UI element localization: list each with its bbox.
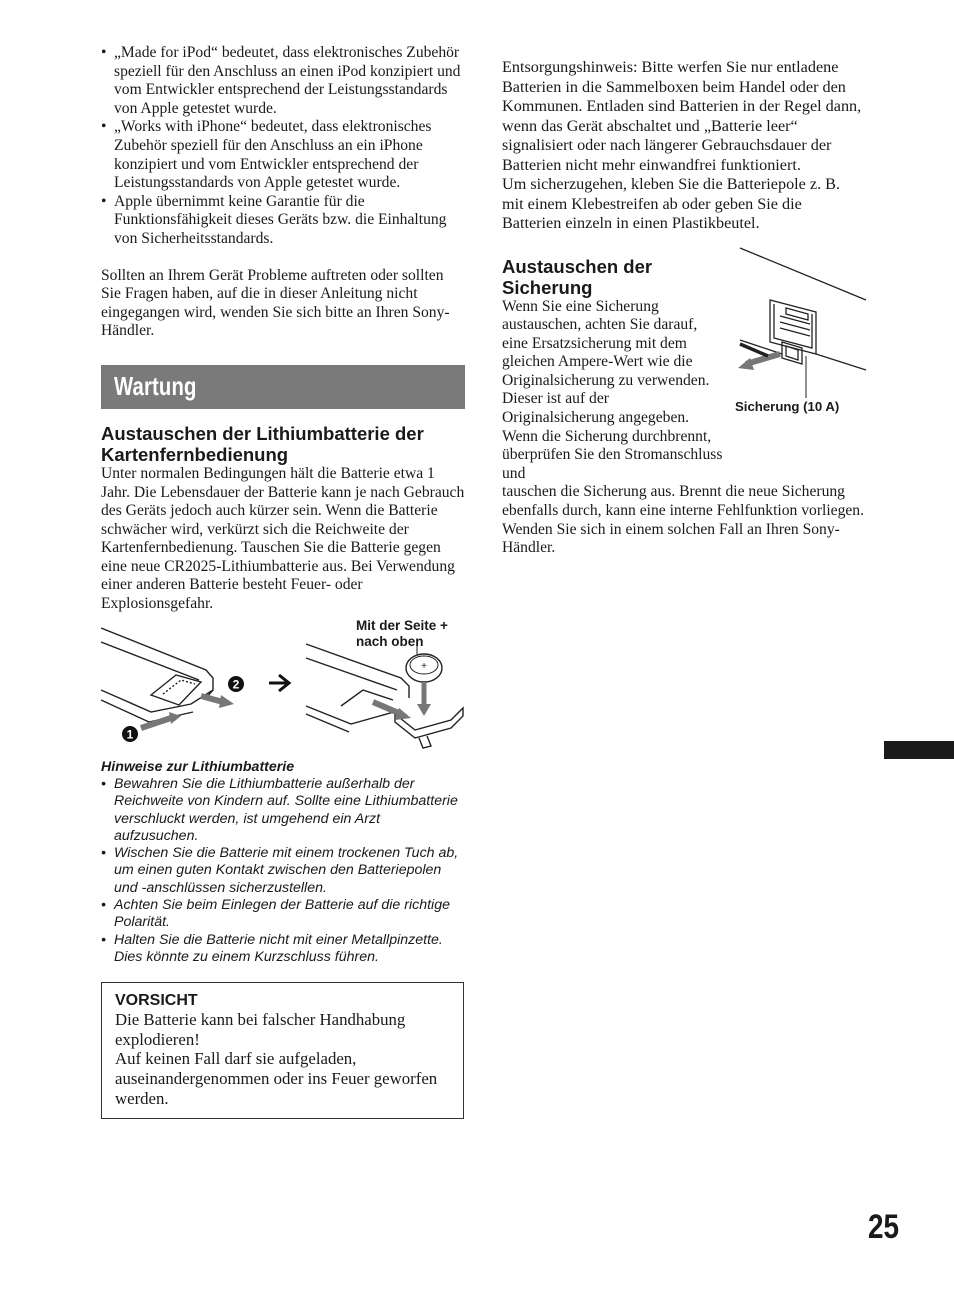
- notes-list: [101, 776, 465, 966]
- caution-line-1: Die Batterie kann bei falscher Handhabung explodieren!: [115, 1010, 406, 1049]
- disposal-paragraph-1: Entsorgungshinweis: Bitte werfen Sie nur entladene Batterien in die Sammelboxen beim Handel oder den Kommunen. Entladen sind Batterien in der Regel dann, wenn das Gerät abschaltet und „Batterie leer“ signalisiert oder nach längerer Gebrauchsdauer der Batterien nicht mehr einwandfrei funktioniert.: [502, 58, 862, 174]
- note-item: • Achten Sie beim Einlegen der Batterie auf die richtige Polarität.: [101, 897, 465, 932]
- caution-box: [101, 982, 464, 1119]
- left-column: [101, 44, 465, 1119]
- section-title-bar: [101, 365, 465, 409]
- fuse-text-full: tauschen die Sicherung aus. Brennt die neue Sicherung ebenfalls durch, kann eine interne Fehlfunktion vorliegen. Wenden Sie sich in einem solchen Fall an Ihren Sony-Händler.: [502, 483, 865, 557]
- support-paragraph: Sollten an Ihrem Gerät Probleme auftreten oder sollten Sie Fragen haben, auf die in dieser Anleitung nicht eingegangen wird, wenden Sie sich bitte an Ihren Sony-Händler.: [101, 266, 450, 340]
- arrow-1-icon: [141, 718, 171, 728]
- caution-line-2: Auf keinen Fall darf sie aufgeladen, auseinandergenommen oder ins Feuer geworfen werden.: [115, 1049, 438, 1108]
- svg-text:+: +: [421, 660, 427, 672]
- arrow-2-icon: [201, 696, 223, 702]
- bullet-works-with-iphone: • „Works with iPhone“ bedeutet, dass elektronisches Zubehör speziell für den Anschluss an ein iPhone konzipiert und vom Entwickler entsprechend der Leistungsstandards von Apple getestet wurde.: [101, 118, 465, 192]
- fuse-illustration: [734, 240, 869, 420]
- note-item: • Bewahren Sie die Lithiumbatterie außerhalb der Reichweite von Kindern auf. Sollte eine Lithiumbatterie verschluckt werden, ist umgehend ein Arzt aufzusuchen.: [101, 776, 465, 845]
- battery-heading: Austauschen der Lithiumbatterie der Kartenfernbedienung: [101, 422, 424, 465]
- battery-notes: [101, 759, 465, 967]
- battery-paragraph: Unter normalen Bedingungen hält die Batterie etwa 1 Jahr. Die Lebensdauer der Batterie kann je nach Gebrauch des Geräts jedoch auch kürzer sein. Wenn die Batterie schwächer wird, verkürzt sich die Reichweite der Kartenfernbedienung. Tauschen Sie die Batterie gegen eine neue CR2025-Lithiumbatterie aus. Bei Verwendung einer anderen Batterie besteht Feuer- oder Explosionsgefahr.: [101, 464, 465, 613]
- fuse-text-narrow: Wenn Sie eine Sicherung austauschen, achten Sie darauf, eine Ersatzsicherung mit dem gleichen Ampere-Wert wie die Originalsicherung zu verwenden. Dieser ist auf der Originalsicherung angegeben. Wenn die Sicherung durchbrennt, überprüfen Sie den Stromanschluss und: [502, 297, 723, 482]
- fuse-heading: Austauschen der Sicherung: [502, 255, 653, 298]
- chapter-tab: [884, 741, 954, 759]
- battery-drawing: [101, 617, 465, 755]
- ipod-iphone-bullets: [101, 44, 465, 249]
- note-item: • Halten Sie die Batterie nicht mit einer Metallpinzette. Dies könnte zu einem Kurzschluss führen.: [101, 932, 465, 967]
- battery-figure-label: Mit der Seite + nach oben: [356, 617, 448, 649]
- step-1-label: 1: [126, 727, 134, 742]
- step-2-label: 2: [232, 677, 240, 692]
- notes-title: Hinweise zur Lithiumbatterie: [101, 758, 295, 775]
- tray-insert-arrow-icon: [373, 702, 401, 714]
- remote-right-icon: [306, 644, 409, 732]
- fuse-section: [502, 298, 864, 558]
- fuse-drawing: [734, 240, 869, 400]
- next-step-arrow-icon: [269, 675, 289, 691]
- battery-replacement-illustration: [101, 617, 465, 755]
- bullet-apple-disclaimer: • Apple übernimmt keine Garantie für die Funktionsfähigkeit dieses Geräts bzw. die Einhaltung von Sicherheitsstandards.: [101, 193, 465, 249]
- note-item: • Wischen Sie die Batterie mit einem trockenen Tuch ab, um einen guten Kontakt zwischen den Batteriepolen und -anschlüssen sicherzustellen.: [101, 845, 465, 897]
- disposal-paragraph-2: Um sicherzugehen, kleben Sie die Batteriepole z. B. mit einem Klebestreifen ab oder geben Sie die Batterien einzeln in einen Plastikbeutel.: [502, 175, 841, 232]
- right-column: [502, 58, 864, 558]
- bullet-made-for-ipod: • „Made for iPod“ bedeutet, dass elektronisches Zubehör speziell für den Anschluss an einen iPod konzipiert und vom Entwickler entsprechend der Leistungsstandards von Apple getestet wurde.: [101, 44, 465, 118]
- fuse-figure-label: Sicherung (10 A): [735, 398, 840, 414]
- section-title: Wartung: [114, 371, 197, 402]
- page-number: 25: [868, 1208, 900, 1246]
- caution-head: VORSICHT: [115, 992, 198, 1010]
- remote-left-icon: [101, 628, 213, 722]
